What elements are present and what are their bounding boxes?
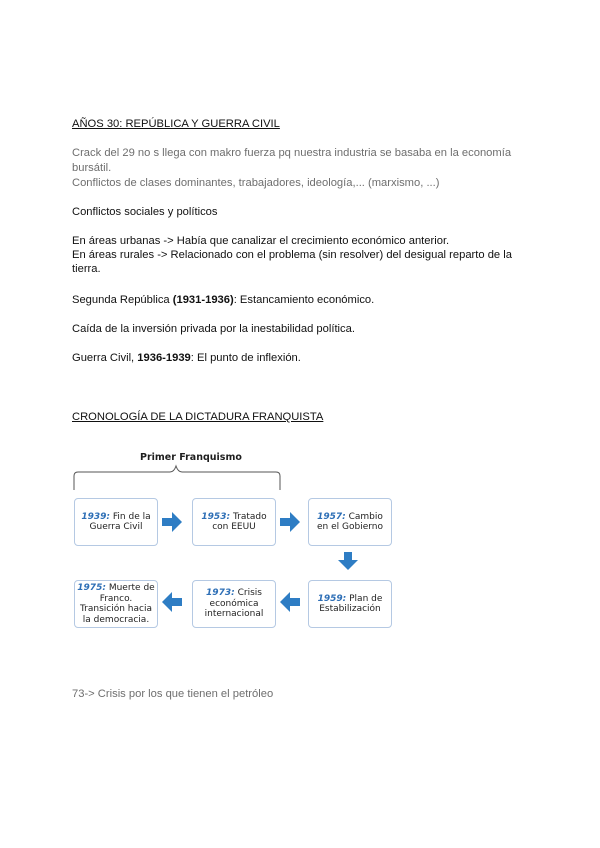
box-1957 (308, 498, 392, 546)
arrow-right-1 (162, 512, 182, 532)
republic-line (72, 293, 374, 308)
box-1953 (192, 498, 276, 546)
republic-prefix: Segunda República (72, 294, 173, 306)
conflicts-line: Conflictos de clases dominantes, trabajadores, ideología,... (marxismo, ...) (72, 177, 440, 189)
urban-areas-line: En áreas urbanas -> Había que canalizar el crecimiento económico anterior. (72, 235, 450, 247)
civil-war-years: 1936-1939 (137, 352, 191, 364)
section-heading-franquismo: CRONOLOGÍA DE LA DICTADURA FRANQUISTA (72, 411, 324, 423)
text-1975: Muerte de Franco. Transición hacia la democracia. (80, 583, 155, 625)
republic-years: (1931-1936) (172, 294, 234, 306)
rural-areas-line-1: En áreas rurales -> Relacionado con el problema (sin resolver) del desigual reparto de la (72, 249, 512, 261)
republic-suffix: : Estancamiento económico. (233, 294, 375, 306)
text-1939: Fin de la Guerra Civil (89, 511, 151, 532)
chronology-diagram (72, 448, 402, 638)
rural-areas-line-2: tierra. (72, 263, 101, 275)
text-1957: Cambio en el Gobierno (317, 511, 383, 532)
arrow-right-2 (280, 512, 300, 532)
box-1939 (74, 498, 158, 546)
box-1975 (74, 580, 158, 628)
crack-line-1: Crack del 29 no s llega con makro fuerza pq nuestra industria se basaba en la economía (72, 147, 512, 159)
box-1959 (308, 580, 392, 628)
primer-franquismo-brace (74, 466, 280, 490)
civil-war-prefix: Guerra Civil, (72, 352, 138, 364)
crack-line-2: bursátil. (72, 162, 112, 174)
year-1957: 1957: (317, 511, 346, 522)
investment-line: Caída de la inversión privada por la inestabilidad política. (72, 323, 355, 335)
civil-war-suffix: : El punto de inflexión. (190, 352, 301, 364)
text-1959: Plan de Estabilización (319, 593, 383, 614)
section-heading-republica: AÑOS 30: REPÚBLICA Y GUERRA CIVIL (72, 118, 280, 130)
arrow-left-2 (162, 592, 182, 612)
year-1953: 1953: (201, 511, 231, 522)
oil-crisis-note: 73-> Crisis por los que tienen el petróleo (72, 688, 274, 700)
box-1973 (192, 580, 276, 628)
civil-war-line (72, 351, 301, 366)
subheading-conflicts: Conflictos sociales y políticos (72, 206, 218, 218)
year-1975: 1975: (77, 583, 106, 593)
text-1953: Tratado con EEUU (212, 511, 267, 532)
arrow-down (338, 552, 358, 570)
arrow-left-1 (280, 592, 300, 612)
year-1959: 1959: (317, 593, 347, 604)
year-1939: 1939: (81, 511, 111, 522)
text-1973: Crisis económica internacional (204, 588, 264, 620)
primer-franquismo-label: Primer Franquismo (140, 452, 242, 463)
year-1973: 1973: (206, 588, 235, 599)
